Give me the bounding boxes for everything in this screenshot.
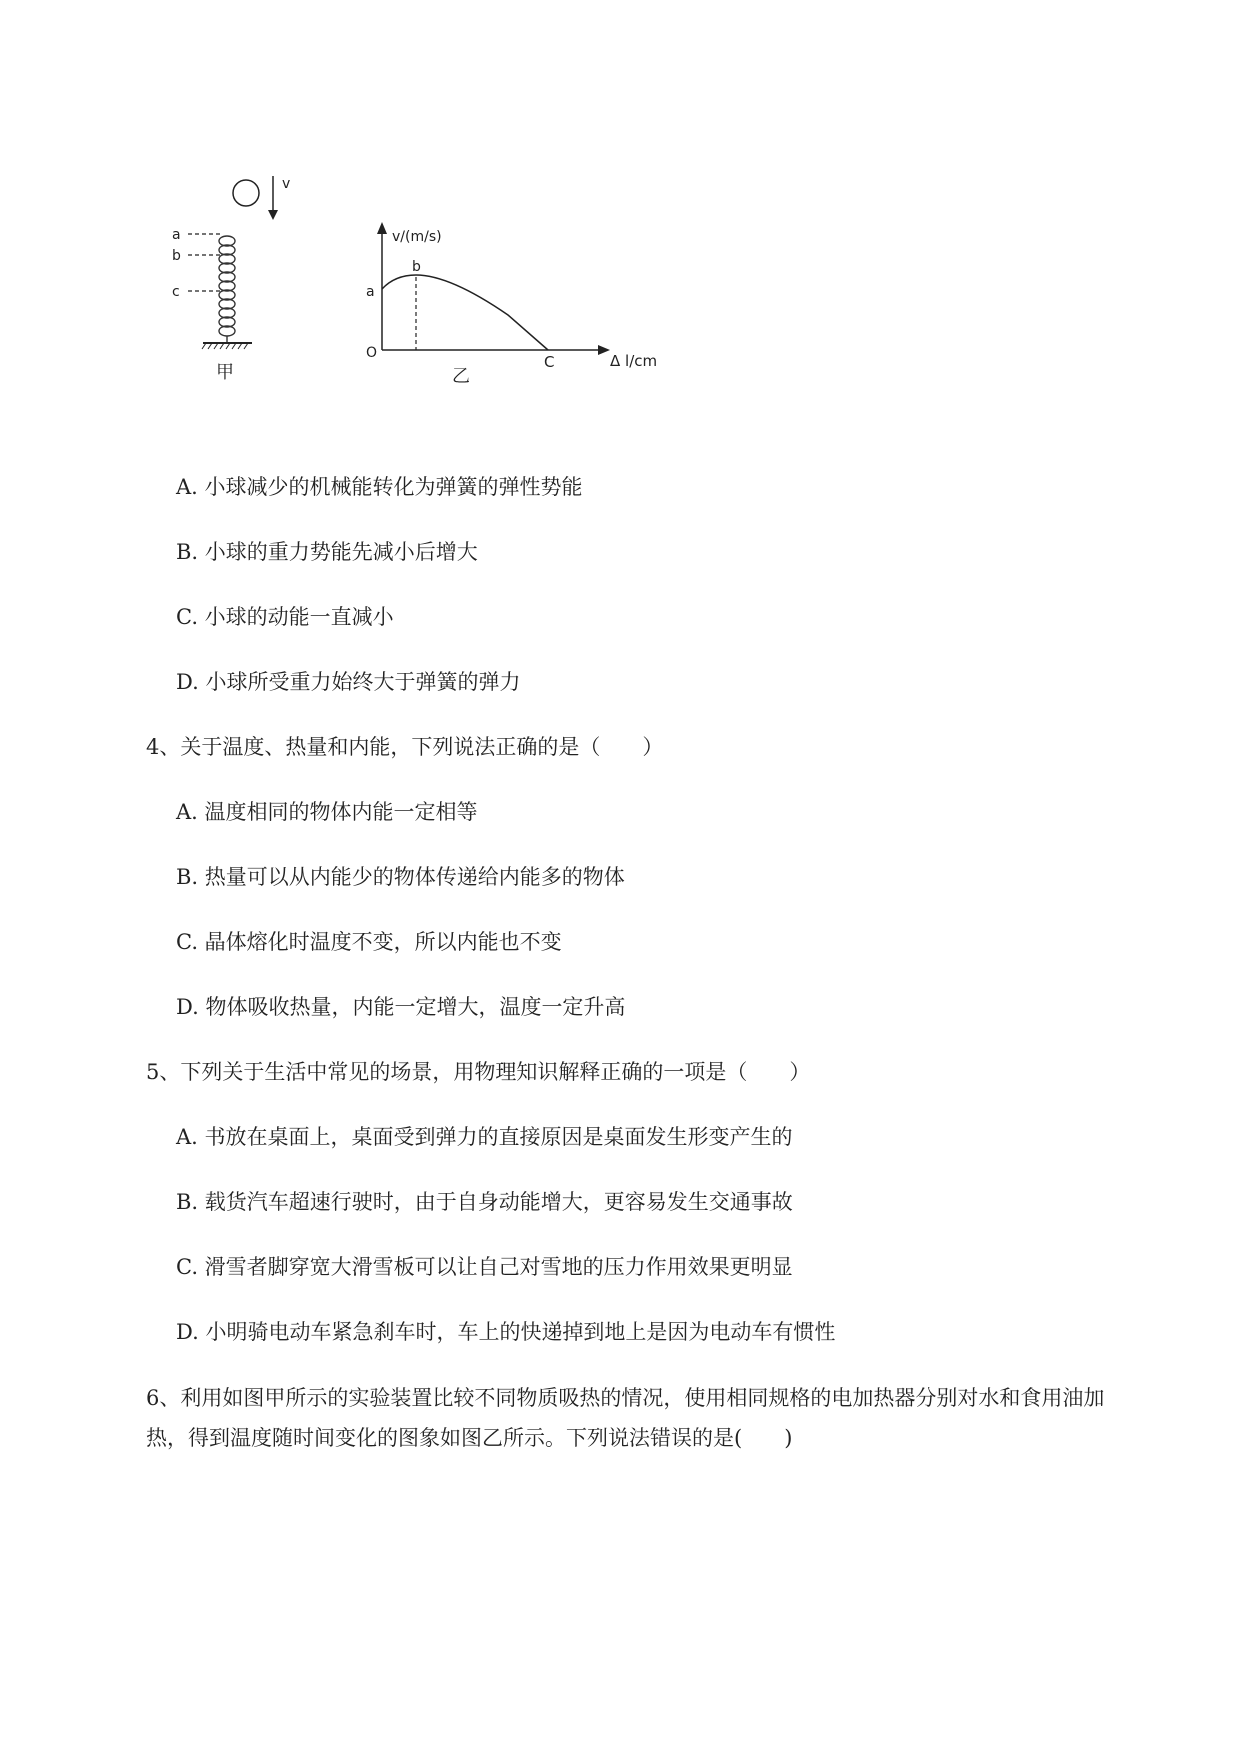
spring-label-b: b (172, 248, 181, 264)
q6-stem: 6、利用如图甲所示的实验装置比较不同物质吸热的情况，使用相同规格的电加热器分别对水和食用油加热，得到温度随时间变化的图象如图乙所示。下列说法错误的是( ) (146, 1386, 1105, 1450)
q4-stem: 4、关于温度、热量和内能，下列说法正确的是（ ） (146, 735, 664, 759)
spring-level-lines (188, 234, 220, 291)
q5-option-c: C. 滑雪者脚穿宽大滑雪板可以让自己对雪地的压力作用效果更明显 (176, 1255, 793, 1279)
graph-point-a: a (366, 284, 375, 300)
q4-option-c: C. 晶体熔化时温度不变，所以内能也不变 (176, 930, 562, 954)
figure-svg (170, 150, 690, 430)
q5-option-b: B. 载货汽车超速行驶时，由于自身动能增大，更容易发生交通事故 (176, 1190, 793, 1214)
graph-point-c: C (544, 353, 555, 371)
velocity-curve (382, 275, 548, 350)
q3-option-b: B. 小球的重力势能先减小后增大 (176, 540, 478, 564)
spring-label-c: c (172, 284, 180, 300)
graph-point-b: b (412, 259, 421, 275)
q4-option-a: A. 温度相同的物体内能一定相等 (176, 800, 478, 824)
physics-figure (170, 150, 690, 430)
q4-option-b: B. 热量可以从内能少的物体传递给内能多的物体 (176, 865, 625, 889)
q3-option-a: A. 小球减少的机械能转化为弹簧的弹性势能 (176, 475, 583, 499)
graph-origin: O (366, 345, 378, 361)
velocity-label: v (282, 176, 291, 192)
spring (219, 236, 235, 342)
spring-label-a: a (172, 227, 181, 243)
q3-option-c: C. 小球的动能一直减小 (176, 605, 394, 629)
velocity-arrowhead (268, 210, 278, 220)
graph-x-label: Δ l/cm (610, 352, 658, 370)
q5-stem: 5、下列关于生活中常见的场景，用物理知识解释正确的一项是（ ） (146, 1060, 811, 1084)
caption-yi: 乙 (452, 366, 470, 387)
graph-y-arrowhead (377, 222, 387, 234)
caption-jia: 甲 (216, 362, 234, 383)
q5-option-a: A. 书放在桌面上，桌面受到弹力的直接原因是桌面发生形变产生的 (176, 1125, 793, 1149)
graph-y-label: v/(m/s) (392, 229, 442, 245)
q3-option-d: D. 小球所受重力始终大于弹簧的弹力 (176, 670, 521, 694)
q4-option-d: D. 物体吸收热量，内能一定增大，温度一定升高 (176, 995, 626, 1019)
q5-option-d: D. 小明骑电动车紧急刹车时，车上的快递掉到地上是因为电动车有惯性 (176, 1320, 836, 1344)
ball (233, 180, 259, 206)
graph-x-arrowhead (598, 345, 610, 355)
